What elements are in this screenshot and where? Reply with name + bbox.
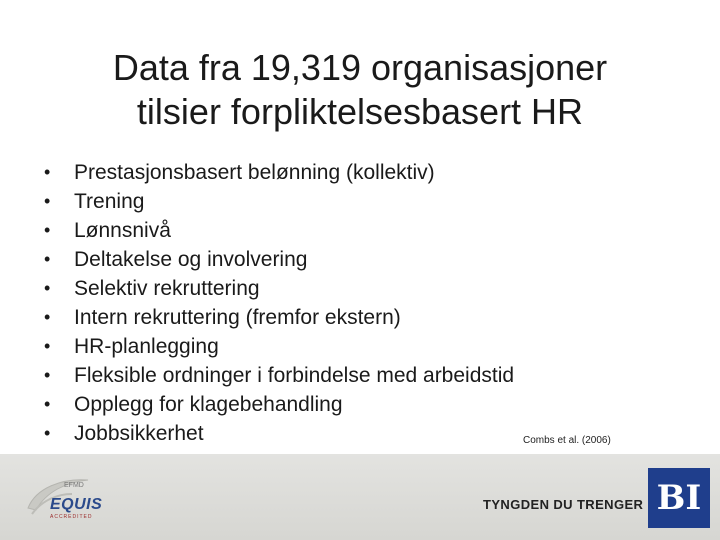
bullet-list [44,158,514,448]
bullet-dot: • [44,249,51,269]
bullet-dot: • [44,394,51,414]
bullet-text: Jobbsikkerhet [74,422,204,445]
title-line-1: Data fra 19,319 organisasjoner [112,47,608,88]
equis-label: EQUIS [50,496,103,513]
bullet-item [44,158,514,187]
efmd-label: EFMD [64,482,84,489]
title-line-2: tilsier forpliktelsesbasert HR [136,91,584,132]
bullet-dot: • [44,365,51,385]
bullet-dot: • [44,191,51,211]
bullet-dot: • [44,307,51,327]
bi-logo: BI [648,468,710,528]
bullet-dot: • [44,162,51,182]
bullet-text: Prestasjonsbasert belønning (kollektiv) [74,161,435,184]
bullet-text: Deltakelse og involvering [74,248,308,271]
bullet-text: HR-planlegging [74,335,219,358]
bullet-item [44,274,514,303]
citation: Combs et al. (2006) [523,435,611,446]
bullet-item [44,245,514,274]
bullet-item [44,332,514,361]
slide-title [40,46,680,134]
bullet-text: Trening [74,190,145,213]
footer-tagline: TYNGDEN DU TRENGER [483,497,644,512]
bullet-text: Intern rekruttering (fremfor ekstern) [74,306,401,329]
bullet-text: Selektiv rekruttering [74,277,260,300]
bullet-dot: • [44,423,51,443]
bullet-item [44,419,514,448]
bullet-dot: • [44,278,51,298]
bullet-text: Fleksible ordninger i forbindelse med arbeidstid [74,364,515,387]
accredited-label: ACCREDITED [50,514,93,520]
bullet-item [44,390,514,419]
bullet-item [44,216,514,245]
bullet-text: Lønnsnivå [74,219,171,242]
bullet-dot: • [44,220,51,240]
bullet-dot: • [44,336,51,356]
bullet-item [44,361,514,390]
bullet-text: Opplegg for klagebehandling [74,393,343,416]
bullet-item [44,303,514,332]
bullet-item [44,187,514,216]
